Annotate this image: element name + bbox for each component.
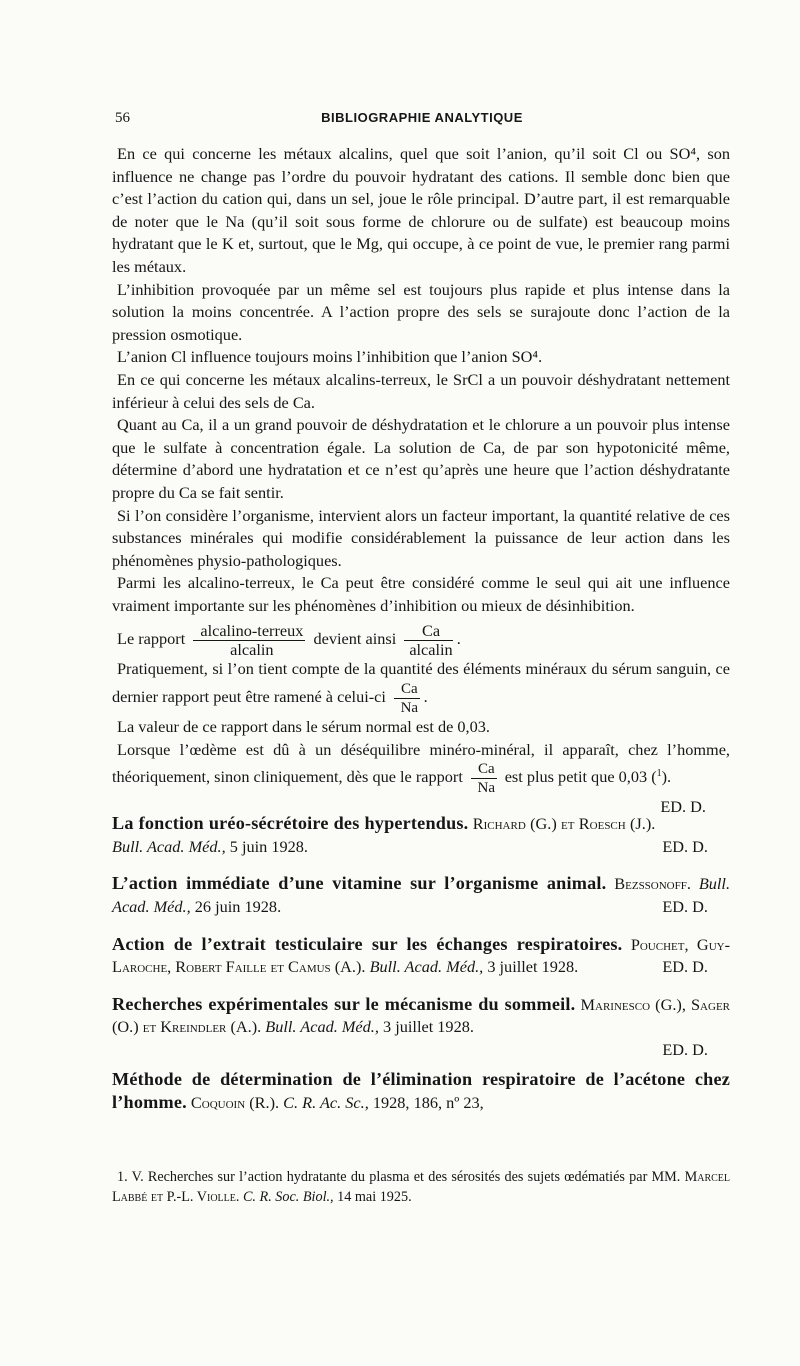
entry-title: Action de l’extrait testiculaire sur les échanges respiratoires. [112, 933, 623, 954]
article-body [112, 143, 730, 1115]
pratiquement-text: Pratiquement, si l’on tient compte de la quantité des éléments minéraux du sérum sanguin, ce dernier rapport peut être ramené à celui-ci [112, 659, 730, 707]
ratio-text-c: . [456, 629, 461, 649]
ratio-text-b: devient ainsi [313, 629, 397, 649]
footnote-ref[interactable]: 1 [656, 768, 662, 780]
paragraph-valeur: La valeur de ce rapport dans le sérum normal est de 0,03. [117, 717, 490, 737]
entry-signature: ED. D. [662, 897, 708, 917]
entry-title: Méthode de détermination de l’élimination respiratoire de l’acétone chez l’homme. [112, 1068, 730, 1113]
oedeme-text-b: est plus petit que 0,03 ( [504, 767, 657, 787]
entry-authors: Bezssonoff. [614, 874, 691, 894]
oedeme-text-c: ). [661, 767, 672, 787]
fraction-numerator: Ca [471, 761, 497, 779]
oedeme-text-a: Lorsque l’œdème est dû à un déséquilibre minéro-minéral, il apparaît, chez l’homme, théoriquement, sinon cliniquement, dès que le rapport [112, 739, 730, 787]
fraction-denominator: Na [400, 700, 419, 717]
entry-authors: Coquoin (R.). [190, 1093, 280, 1113]
fraction-numerator: alcalino-terreux [193, 623, 305, 641]
entry-journal: Bull. Acad. Méd., [265, 1017, 379, 1037]
entry-authors: Marinesco (G.), Sager (O.) et Kreindler (A.). [112, 994, 730, 1037]
pratiquement-end: . [423, 687, 428, 707]
fraction-denominator: alcalin [409, 640, 453, 660]
ratio-text-a: Le rapport [117, 629, 186, 649]
running-title: BIBLIOGRAPHIE ANALYTIQUE [321, 110, 523, 125]
fraction-denominator: alcalin [230, 640, 274, 660]
entry-journal: Bull. Acad. Méd., [112, 874, 731, 917]
entry-signature: ED. D. [662, 1040, 708, 1059]
page-number: 56 [115, 110, 130, 126]
paragraph-2: L’inhibition provoquée par un même sel est toujours plus rapide et plus intense dans la solution la moins concentrée. A l’action propre des sels se surajoute donc l’action de la pression osmotique. [112, 279, 730, 344]
entry-date: 3 juillet 1928. [487, 957, 579, 977]
bibliography-entry-5 [112, 1068, 730, 1115]
entry-journal: C. R. Ac. Sc., [283, 1093, 369, 1113]
entry-date: 5 juin 1928. [229, 836, 308, 856]
fraction-numerator: Ca [394, 681, 420, 699]
fraction-ca-na [394, 681, 420, 716]
paragraph-4: En ce qui concerne les métaux alcalins-terreux, le SrCl a un pouvoir déshydratant nettement inférieur à celui des sels de Ca. [112, 369, 730, 412]
paragraph-oedeme [112, 739, 730, 817]
footnote [112, 1167, 730, 1207]
bibliography-entry-3 [112, 933, 730, 979]
entry-title: Recherches expérimentales sur le mécanisme du sommeil. [112, 993, 576, 1014]
footnote-date: 14 mai 1925. [337, 1189, 412, 1205]
paragraph-7: Parmi les alcalino-terreux, le Ca peut être considéré comme le seul qui ait une influence vraiment importante sur les phénomènes d’inhibition ou mieux de désinhibition. [112, 573, 730, 615]
entry-title: La fonction uréo-sécrétoire des hypertendus. [112, 813, 469, 834]
entry-authors: Pouchet, Guy-Laroche, Robert Faille et Camus (A.). [112, 934, 730, 977]
footnote-authors: Marcel Labbé et P.-L. Violle. [112, 1169, 731, 1205]
entry-title: L’action immédiate d’une vitamine sur l’organisme animal. [112, 873, 607, 894]
paragraph-1: En ce qui concerne les métaux alcalins, quel que soit l’anion, qu’il soit Cl ou SO⁴, son influence ne change pas l’ordre du pouvoir hydratant des cations. Il semble donc bien que c’est l’action du cation qui, dans un sel, joue le rôle principal. D’autre part, il est remarquable de noter que le Na (qu’il soit sous forme de chlorure ou de sulfate) est beaucoup moins hydratant que le K et, surtout, que le Mg, qui occupe, à ce point de vue, le premier rang parmi les métaux. [112, 144, 730, 276]
entry-signature: ED. D. [662, 957, 708, 977]
entry-date: 26 juin 1928. [194, 897, 282, 917]
paragraph-6: Si l’on considère l’organisme, intervient alors un facteur important, la quantité relative de ces substances minérales qui modifie considérablement la puissance de leur action dans les phénomènes physio-pathologiques. [112, 505, 730, 570]
page-header [115, 110, 729, 130]
entry-authors: Richard (G.) et Roesch (J.). [472, 814, 656, 834]
entry-date: 3 juillet 1928. [383, 1017, 474, 1037]
fraction-ca-alcalin [404, 623, 452, 658]
entry-journal: Bull. Acad. Méd., [369, 957, 484, 977]
fraction-alcalino-terreux-alcalin [193, 623, 305, 658]
paragraph-5: Quant au Ca, il a un grand pouvoir de déshydratation et le chlorure a un pouvoir plus intense que le sulfate à concentration égale. La solution de Ca, de par son hypotonicité même, détermine d’abord une hydratation et ce n’est qu’après une heure que l’action déshydratante propre du Ca se fait sentir. [112, 415, 730, 502]
footnote-text [112, 1167, 730, 1207]
entry-date: 1928, 186, nº 23, [372, 1093, 484, 1113]
paragraph-ratio [112, 623, 730, 658]
bibliography-entry-1 [112, 812, 730, 858]
footnote-journal: C. R. Soc. Biol., [242, 1189, 334, 1205]
fraction-ca-na-2 [471, 761, 497, 796]
bibliography-entry-4 [112, 993, 730, 1062]
entry-signature: ED. D. [662, 836, 708, 856]
article-signature: ED. D. [660, 797, 706, 817]
footnote-body: V. Recherches sur l’action hydratante du plasma et des sérosités des sujets œdématiés par MM. [131, 1169, 681, 1185]
paragraph-3: L’anion Cl influence toujours moins l’inhibition que l’anion SO⁴. [117, 347, 543, 367]
fraction-numerator: Ca [404, 623, 452, 641]
footnote-number: 1. [117, 1169, 128, 1185]
fraction-denominator: Na [477, 780, 496, 797]
entry-journal: Bull. Acad. Méd., [112, 836, 226, 856]
paragraph-pratiquement [112, 658, 730, 716]
bibliography-entry-2 [112, 872, 730, 918]
